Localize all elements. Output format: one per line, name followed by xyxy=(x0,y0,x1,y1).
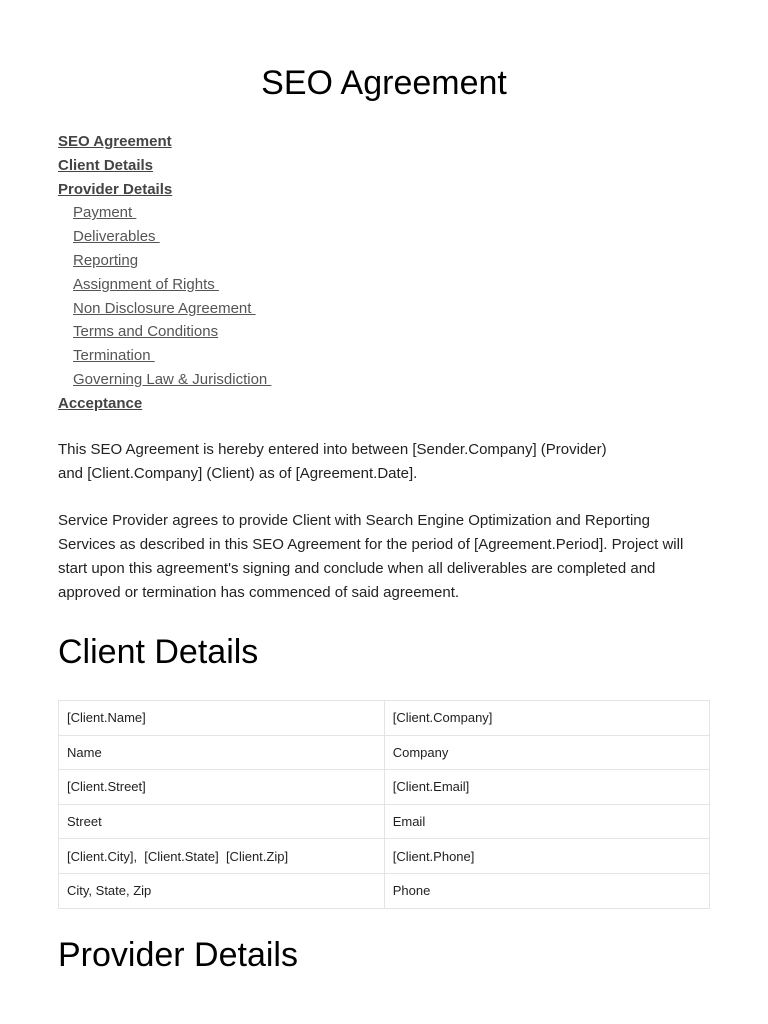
toc-item xyxy=(58,392,271,416)
provider-details-heading: Provider Details xyxy=(58,936,298,974)
intro-paragraph xyxy=(58,438,718,486)
table-of-contents xyxy=(58,130,271,416)
toc-link-client-details[interactable]: Client Details xyxy=(58,156,154,174)
service-line: start upon this agreement's signing and conclude when all deliverables are completed and xyxy=(58,560,656,577)
toc-link-reporting[interactable]: Reporting xyxy=(73,251,139,269)
toc-item xyxy=(58,368,271,392)
toc-item xyxy=(58,178,271,202)
toc-link-provider-details[interactable]: Provider Details xyxy=(58,180,173,198)
toc-link-assignment-of-rights[interactable]: Assignment of Rights xyxy=(73,275,219,293)
table-cell: [Client.Street] xyxy=(59,770,385,805)
table-cell: City, State, Zip xyxy=(59,873,385,908)
toc-item xyxy=(58,320,271,344)
table-cell: Street xyxy=(59,804,385,839)
toc-link-non-disclosure[interactable]: Non Disclosure Agreement xyxy=(73,299,256,317)
table-row xyxy=(59,804,710,839)
toc-link-termination[interactable]: Termination xyxy=(73,347,155,365)
table-cell: [Client.Name] xyxy=(59,701,385,736)
table-cell: Email xyxy=(384,804,709,839)
service-line: Service Provider agrees to provide Client with Search Engine Optimization and Reporting xyxy=(58,512,650,529)
toc-item xyxy=(58,201,271,225)
table-row xyxy=(59,701,710,736)
table-cell: Company xyxy=(384,735,709,770)
table-cell: Phone xyxy=(384,873,709,908)
client-details-table xyxy=(58,700,710,909)
table-row xyxy=(59,839,710,874)
toc-item xyxy=(58,344,271,368)
service-line: approved or termination has commenced of said agreement. xyxy=(58,584,460,601)
toc-item xyxy=(58,273,271,297)
toc-link-deliverables[interactable]: Deliverables xyxy=(73,228,160,246)
toc-link-acceptance[interactable]: Acceptance xyxy=(58,394,143,412)
intro-line: and [Client.Company] (Client) as of [Agreement.Date]. xyxy=(58,465,418,482)
table-row xyxy=(59,735,710,770)
table-row xyxy=(59,873,710,908)
table-cell: [Client.Email] xyxy=(384,770,709,805)
toc-item xyxy=(58,154,271,178)
table-cell: [Client.Company] xyxy=(384,701,709,736)
intro-line: This SEO Agreement is hereby entered into between [Sender.Company] (Provider) xyxy=(58,441,607,458)
toc-link-seo-agreement[interactable]: SEO Agreement xyxy=(58,133,172,150)
client-details-heading: Client Details xyxy=(58,633,259,671)
toc-item xyxy=(58,249,271,273)
table-cell: [Client.Phone] xyxy=(384,839,709,874)
table-cell: [Client.City], [Client.State] [Client.Zip] xyxy=(59,839,385,874)
service-paragraph xyxy=(58,509,718,605)
service-line: Services as described in this SEO Agreement for the period of [Agreement.Period]. Project will xyxy=(58,536,684,553)
toc-link-terms-and-conditions[interactable]: Terms and Conditions xyxy=(73,323,219,341)
document-title: SEO Agreement xyxy=(261,64,507,102)
toc-link-payment[interactable]: Payment xyxy=(73,204,137,222)
toc-item xyxy=(58,225,271,249)
toc-item xyxy=(58,297,271,321)
toc-item xyxy=(58,130,271,154)
table-row xyxy=(59,770,710,805)
table-cell: Name xyxy=(59,735,385,770)
toc-link-governing-law[interactable]: Governing Law & Jurisdiction xyxy=(73,370,272,388)
